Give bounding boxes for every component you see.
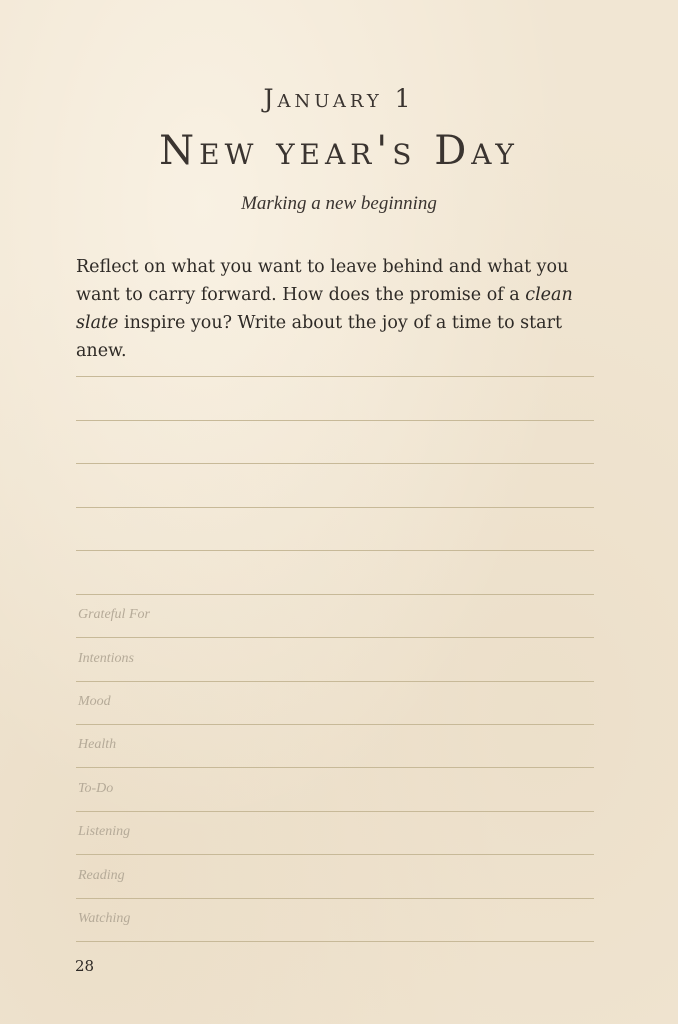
writing-line[interactable]	[76, 463, 594, 464]
date-heading: January 1	[263, 84, 415, 113]
field-label-intentions: Intentions	[78, 651, 134, 666]
writing-line[interactable]	[76, 420, 594, 421]
field-line-listening[interactable]	[76, 854, 594, 855]
field-line-mood[interactable]	[76, 724, 594, 725]
writing-line[interactable]	[76, 550, 594, 551]
page-subtitle: Marking a new beginning	[241, 193, 437, 214]
field-line-watching[interactable]	[76, 941, 594, 942]
prompt-emphasis: clean slate	[76, 285, 573, 333]
journal-prompt	[76, 253, 606, 365]
writing-line[interactable]	[76, 507, 594, 508]
field-line-intentions[interactable]	[76, 681, 594, 682]
prompt-text-end: inspire you? Write about the joy of a time to start anew.	[76, 313, 563, 361]
prompt-text-start: Reflect on what you want to leave behind and what you want to carry forward. How does the promise of a	[76, 257, 569, 305]
field-label-todo: To-Do	[78, 781, 114, 796]
writing-line[interactable]	[76, 376, 594, 377]
field-label-mood: Mood	[78, 694, 111, 709]
field-label-reading: Reading	[78, 868, 125, 883]
field-label-health: Health	[78, 737, 117, 752]
field-line-grateful-for[interactable]	[76, 637, 594, 638]
field-label-listening: Listening	[78, 824, 131, 839]
field-line-todo[interactable]	[76, 811, 594, 812]
field-label-watching: Watching	[78, 911, 131, 926]
field-line-health[interactable]	[76, 767, 594, 768]
field-line-reading[interactable]	[76, 898, 594, 899]
page-title: New year's Day	[159, 128, 519, 174]
writing-line[interactable]	[76, 594, 594, 595]
page-number: 28	[75, 957, 95, 975]
field-label-grateful-for: Grateful For	[78, 607, 150, 622]
